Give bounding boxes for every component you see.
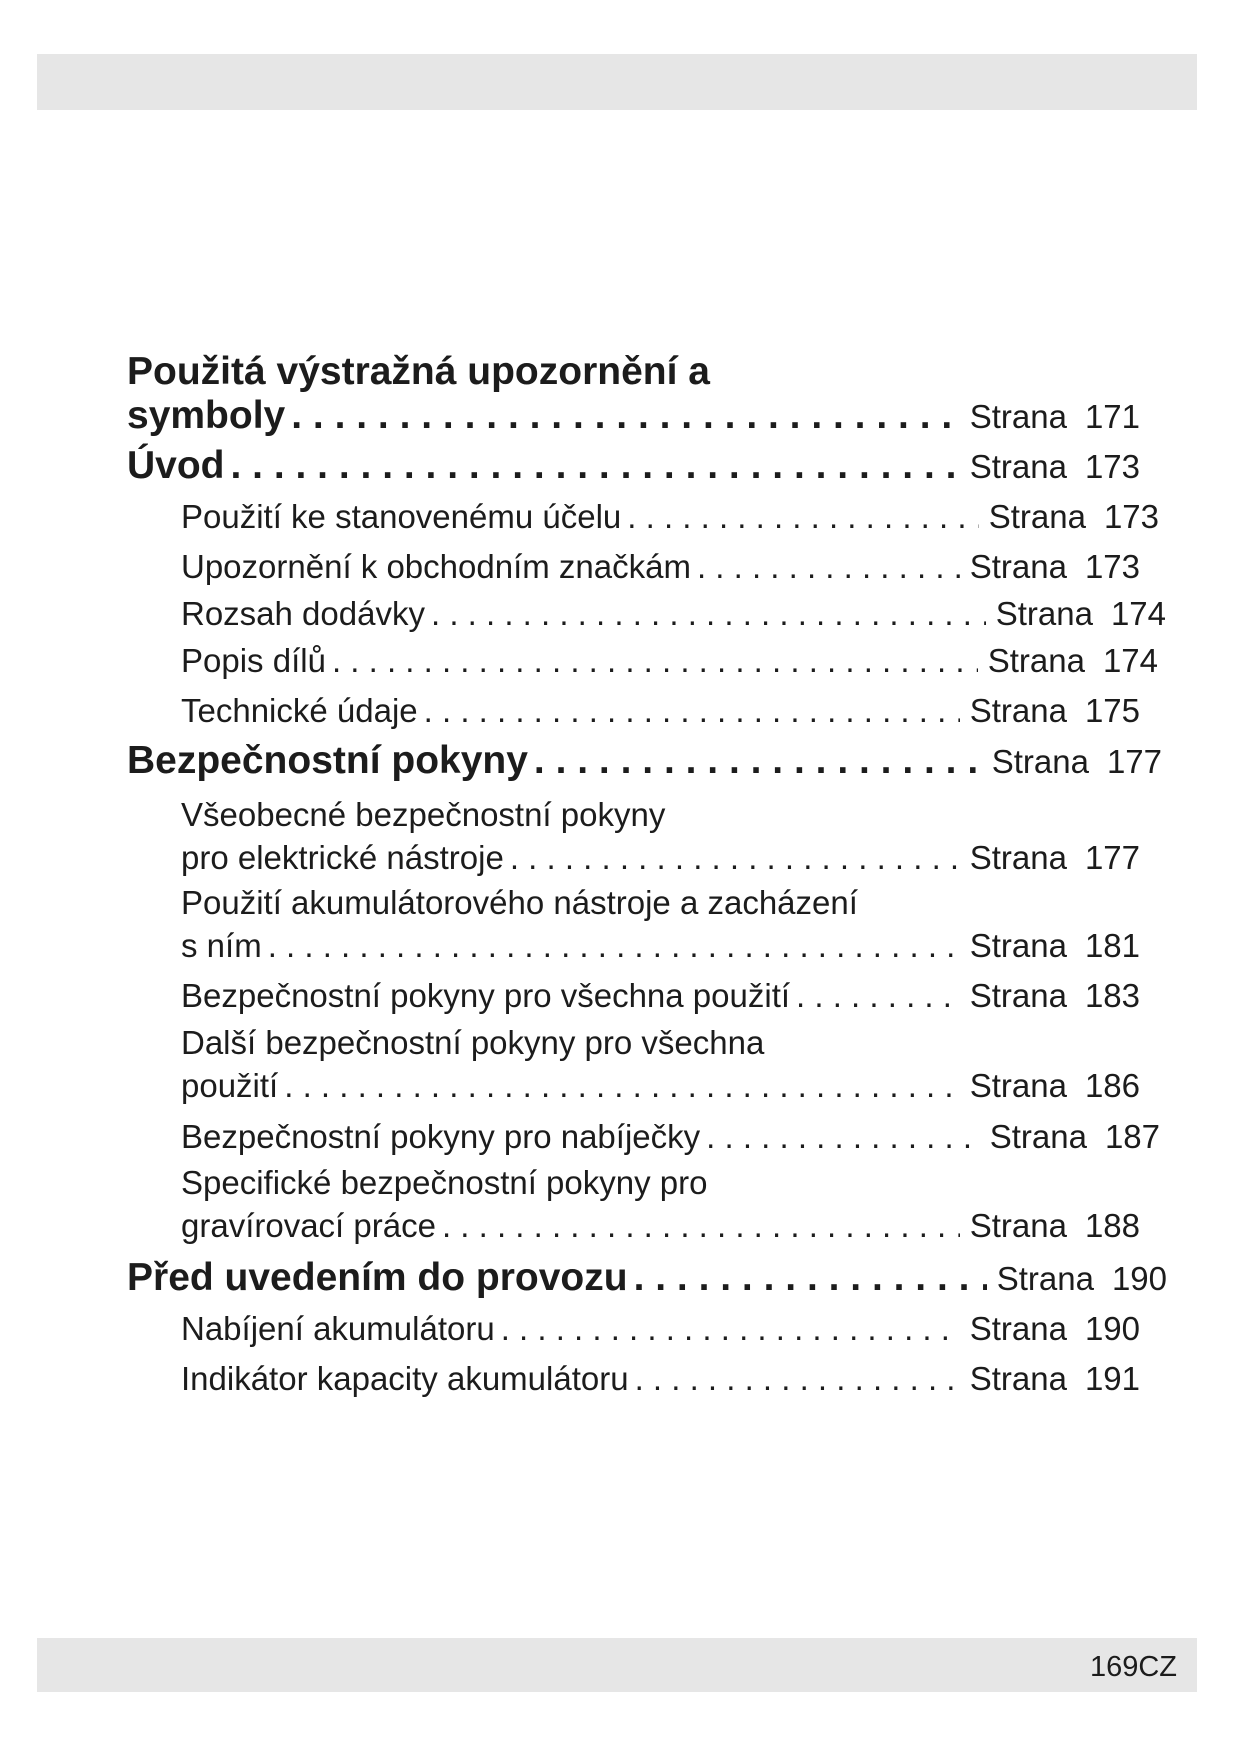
toc-entry[interactable] <box>181 548 1140 586</box>
toc-page-label: Strana <box>969 977 1067 1014</box>
toc-entry-line: Specifické bezpečnostní pokyny pro <box>181 1164 708 1201</box>
toc-leader-dots <box>285 394 959 438</box>
toc-leader-dots <box>225 444 960 488</box>
toc-page-number: 191 <box>1084 1360 1140 1397</box>
toc-leader-dots <box>418 692 960 730</box>
toc-title: použití <box>181 1067 279 1104</box>
toc-leader-dots <box>262 927 960 965</box>
toc-title: Před uvedením do provozu <box>127 1256 628 1299</box>
toc-page-label: Strana <box>969 398 1067 435</box>
toc-page-label: Strana <box>969 839 1067 876</box>
toc-title: s ním <box>181 927 262 964</box>
toc-page-number: 175 <box>1084 692 1140 729</box>
toc-entry[interactable] <box>181 1118 1160 1156</box>
toc-heading[interactable] <box>127 739 1162 783</box>
toc-page-number: 173 <box>1084 548 1140 585</box>
toc-page-number: 177 <box>1084 839 1140 876</box>
toc-page-number: 173 <box>1084 448 1140 485</box>
toc-page-number: 181 <box>1084 927 1140 964</box>
toc-title: symboly <box>127 394 286 437</box>
toc-entry[interactable] <box>181 839 1140 877</box>
toc-leader-dots <box>790 977 960 1015</box>
toc-title: Nabíjení akumulátoru <box>181 1310 495 1347</box>
toc-entry[interactable] <box>181 595 1166 633</box>
toc-page-label: Strana <box>988 498 1086 535</box>
toc-leader-dots <box>436 1207 960 1245</box>
toc-page-number: 187 <box>1104 1118 1160 1155</box>
page-number: 169CZ <box>1089 1651 1177 1683</box>
toc-page-label: Strana <box>969 692 1067 729</box>
toc-entry[interactable] <box>181 642 1158 680</box>
toc-entry[interactable] <box>181 1310 1140 1348</box>
toc-leader-dots <box>425 595 986 633</box>
toc-heading[interactable] <box>127 394 1140 438</box>
toc-title: Použití ke stanovenému účelu <box>181 498 622 535</box>
toc-title: Technické údaje <box>181 692 418 729</box>
toc-title: Indikátor kapacity akumulátoru <box>181 1360 629 1397</box>
toc-page-label: Strana <box>969 448 1067 485</box>
toc-page-number: 188 <box>1084 1207 1140 1244</box>
toc-page-number: 177 <box>1106 743 1162 780</box>
toc-page-number: 173 <box>1103 498 1159 535</box>
toc-page-label: Strana <box>969 1360 1067 1397</box>
toc-title: pro elektrické nástroje <box>181 839 504 876</box>
toc-entry[interactable] <box>181 1207 1140 1245</box>
toc-page-label: Strana <box>991 743 1089 780</box>
toc-leader-dots <box>326 642 978 680</box>
toc-title: Úvod <box>127 444 225 487</box>
toc-leader-dots <box>495 1310 960 1348</box>
toc-leader-dots <box>628 1256 987 1300</box>
toc-page-number: 190 <box>1111 1260 1167 1297</box>
toc-entry[interactable] <box>181 498 1159 536</box>
toc-page-label: Strana <box>995 595 1093 632</box>
toc-page-label: Strana <box>969 1067 1067 1104</box>
toc-title: Bezpečnostní pokyny <box>127 739 528 782</box>
toc-page-number: 183 <box>1084 977 1140 1014</box>
toc-page-label: Strana <box>996 1260 1094 1297</box>
toc-title: Bezpečnostní pokyny pro všechna použití <box>181 977 791 1014</box>
toc-entry[interactable] <box>181 1360 1140 1398</box>
toc-entry-line: Použití akumulátorového nástroje a zacházení <box>181 884 858 921</box>
toc-page-label: Strana <box>989 1118 1087 1155</box>
toc-page-label: Strana <box>969 1207 1067 1244</box>
toc-leader-dots <box>278 1067 959 1105</box>
toc-entry[interactable] <box>181 977 1140 1015</box>
footer-band <box>37 1638 1197 1692</box>
toc-title: gravírovací práce <box>181 1207 436 1244</box>
toc-page-label: Strana <box>969 1310 1067 1347</box>
toc-leader-dots <box>700 1118 980 1156</box>
toc-entry[interactable] <box>181 692 1140 730</box>
toc-title: Popis dílů <box>181 642 326 679</box>
toc-entry[interactable] <box>181 927 1140 965</box>
toc-heading[interactable] <box>127 1256 1167 1300</box>
toc-page-label: Strana <box>969 927 1067 964</box>
toc-page-label: Strana <box>969 548 1067 585</box>
toc-title: Rozsah dodávky <box>181 595 425 632</box>
toc-leader-dots <box>691 548 960 586</box>
toc-entry[interactable] <box>181 1067 1140 1105</box>
toc-entry-line: Další bezpečnostní pokyny pro všechna <box>181 1024 765 1061</box>
toc-leader-dots <box>629 1360 960 1398</box>
toc-page-number: 174 <box>1102 642 1158 679</box>
toc-leader-dots <box>528 739 982 783</box>
toc-leader-dots <box>504 839 960 877</box>
toc-entry-line: Všeobecné bezpečnostní pokyny <box>181 796 666 833</box>
toc-page-label: Strana <box>987 642 1085 679</box>
toc-page-number: 190 <box>1084 1310 1140 1347</box>
toc-heading[interactable] <box>127 444 1140 488</box>
toc-title: Bezpečnostní pokyny pro nabíječky <box>181 1118 701 1155</box>
toc-title: Upozornění k obchodním značkám <box>181 548 691 585</box>
toc-leader-dots <box>621 498 978 536</box>
toc-page-number: 174 <box>1110 595 1166 632</box>
toc-heading-line: Použitá výstražná upozornění a <box>127 350 710 393</box>
toc-page-number: 186 <box>1084 1067 1140 1104</box>
toc-page-number: 171 <box>1084 398 1140 435</box>
